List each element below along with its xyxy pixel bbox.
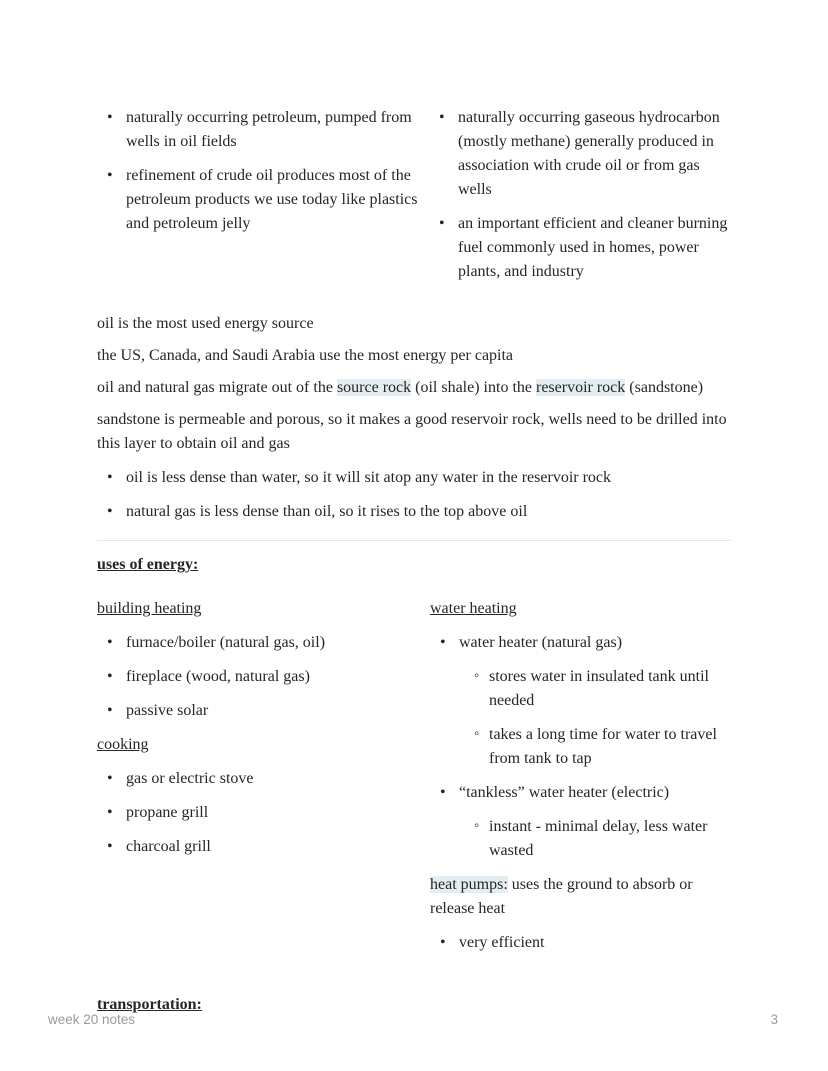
circle-bullet-icon: [474, 665, 489, 713]
list-item: [97, 106, 422, 154]
sub-list-item: [430, 815, 731, 863]
migration-text-mid: (oil shale) into the: [411, 379, 536, 396]
paragraph-sandstone: sandstone is permeable and porous, so it makes a good reservoir rock, wells need to be drilled into this layer to obtain oil and gas: [97, 411, 727, 452]
sub-list-item: [430, 723, 731, 771]
list-item-text: naturally occurring gaseous hydrocarbon (mostly methane) generally produced in association with crude oil or from gas wells: [458, 109, 720, 198]
migration-text-post: (sandstone): [625, 379, 704, 396]
highlighted-text-source-rock: source rock: [336, 379, 412, 396]
oil-gas-columns: [97, 96, 731, 294]
list-item-text: furnace/boiler (natural gas, oil): [126, 634, 326, 651]
heat-pumps-text: uses the ground to absorb or release heat: [430, 876, 693, 917]
list-item-text: water heater (natural gas): [459, 634, 623, 651]
bullet-icon: [107, 466, 126, 490]
sub-list-item-text: instant - minimal delay, less water wasted: [489, 818, 708, 859]
building-heating-heading: building heating: [97, 600, 202, 617]
bullet-icon: [107, 106, 126, 154]
bullet-icon: [107, 500, 126, 524]
circle-bullet-icon: [474, 815, 489, 863]
divider: [97, 540, 731, 541]
bullet-icon: [107, 699, 126, 723]
page-number: 3: [770, 1012, 778, 1027]
bullet-icon: [439, 106, 458, 202]
oil-column: [97, 96, 422, 294]
highlighted-text-reservoir-rock: reservoir rock: [535, 379, 626, 396]
paragraph-migration: [97, 376, 731, 400]
cooking-heading: cooking: [97, 736, 149, 753]
list-item-text: naturally occurring petroleum, pumped from wells in oil fields: [126, 109, 412, 150]
list-item-text: an important efficient and cleaner burning fuel commonly used in homes, power plants, and industry: [458, 215, 728, 280]
list-item-text: gas or electric stove: [126, 770, 254, 787]
bullet-icon: [107, 835, 126, 859]
paragraph-oil-most-used: oil is the most used energy source: [97, 315, 314, 332]
list-item: [429, 212, 731, 284]
list-item-text: “tankless” water heater (electric): [459, 784, 670, 801]
list-item-text: natural gas is less dense than oil, so it rises to the top above oil: [126, 503, 528, 520]
heat-pumps-paragraph: [430, 873, 731, 921]
list-item: [97, 801, 430, 825]
paragraph-energy-per-capita: the US, Canada, and Saudi Arabia use the most energy per capita: [97, 347, 514, 364]
footer-title: week 20 notes: [48, 1012, 136, 1027]
highlighted-text-heat-pumps: heat pumps:: [430, 876, 508, 893]
bullet-icon: [107, 767, 126, 791]
right-uses-column: [430, 587, 731, 965]
list-item: [430, 931, 731, 955]
bullet-icon: [440, 931, 459, 955]
water-heating-heading: water heating: [430, 600, 517, 617]
bullet-icon: [440, 781, 459, 805]
bullet-icon: [440, 631, 459, 655]
transportation-heading: transportation:: [97, 996, 202, 1013]
list-item: [430, 631, 731, 655]
bullet-icon: [107, 801, 126, 825]
list-item: [97, 466, 731, 490]
list-item: [97, 767, 430, 791]
list-item-text: propane grill: [126, 804, 209, 821]
sub-list-item-text: takes a long time for water to travel from tank to tap: [489, 726, 717, 767]
list-item-text: oil is less dense than water, so it will sit atop any water in the reservoir rock: [126, 469, 612, 486]
natural-gas-column: [422, 96, 731, 294]
bullet-icon: [107, 164, 126, 236]
list-item-text: refinement of crude oil produces most of the petroleum products we use today like plastics and petroleum jelly: [126, 167, 418, 232]
page-footer: [48, 1010, 778, 1030]
bullet-icon: [107, 631, 126, 655]
circle-bullet-icon: [474, 723, 489, 771]
sub-list-item: [430, 665, 731, 713]
bullet-icon: [107, 665, 126, 689]
left-uses-column: [97, 587, 430, 965]
list-item: [97, 835, 430, 859]
list-item-text: fireplace (wood, natural gas): [126, 668, 310, 685]
uses-of-energy-heading: uses of energy:: [97, 556, 199, 573]
list-item: [97, 665, 430, 689]
bullet-icon: [439, 212, 458, 284]
uses-columns: [97, 587, 731, 965]
list-item-text: very efficient: [459, 934, 545, 951]
list-item-text: passive solar: [126, 702, 209, 719]
list-item: [97, 164, 422, 236]
list-item: [429, 106, 731, 202]
list-item-text: charcoal grill: [126, 838, 211, 855]
list-item: [97, 631, 430, 655]
list-item: [430, 781, 731, 805]
list-item: [97, 699, 430, 723]
sub-list-item-text: stores water in insulated tank until needed: [489, 668, 709, 709]
migration-text-pre: oil and natural gas migrate out of the: [97, 379, 337, 396]
list-item: [97, 500, 731, 524]
